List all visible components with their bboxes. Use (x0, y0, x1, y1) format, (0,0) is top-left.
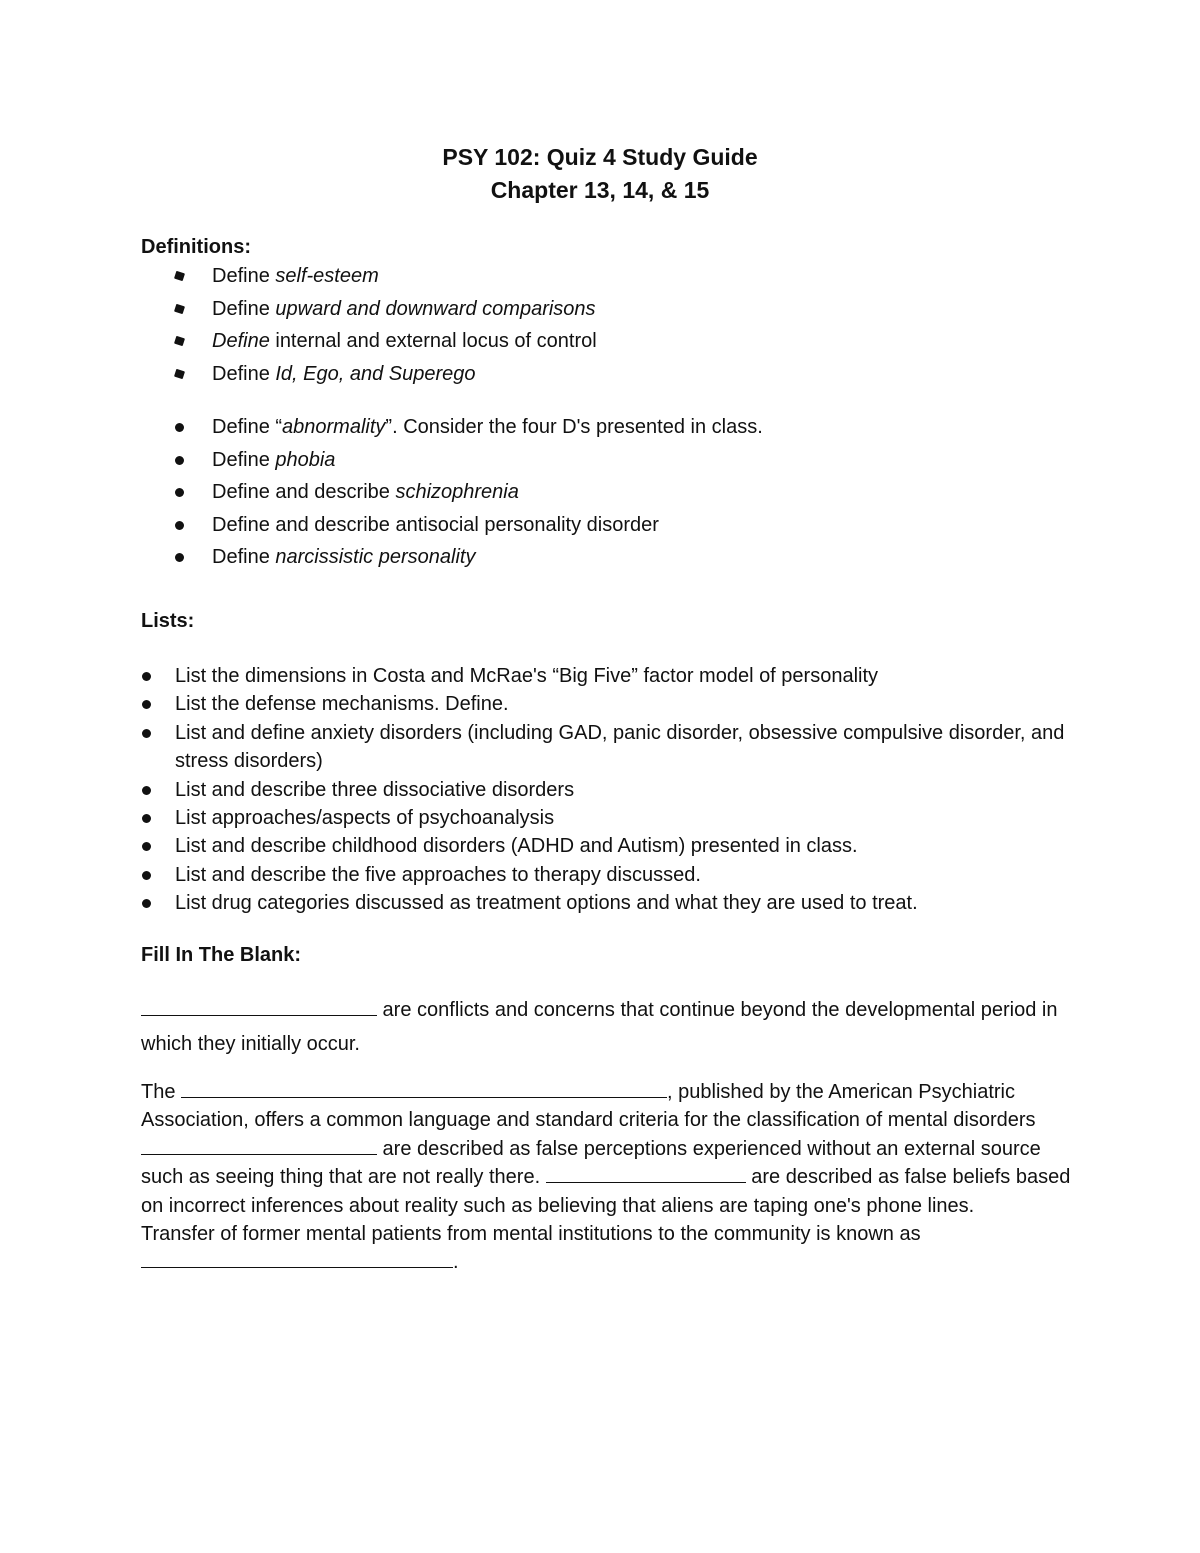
bullet-icon (175, 521, 184, 530)
definitions-list-1 (175, 260, 1075, 390)
list-item: Define internal and external locus of control (175, 325, 1075, 358)
list-item: Define self-esteem (175, 260, 1075, 293)
list-item: Define upward and downward comparisons (175, 293, 1075, 326)
bullet-icon (142, 814, 151, 823)
answer-blank (546, 1164, 746, 1183)
list-item: Define phobia (175, 444, 1075, 477)
list-item: List the dimensions in Costa and McRae's “Big Five” factor model of personality (141, 662, 1071, 690)
list-item: List and describe childhood disorders (ADHD and Autism) presented in class. (141, 832, 1071, 860)
page-subtitle: Chapter 13, 14, & 15 (490, 177, 710, 203)
answer-blank (181, 1079, 667, 1098)
bullet-icon (142, 700, 151, 709)
answer-blank (141, 1249, 453, 1268)
bullet-icon (175, 553, 184, 562)
list-item: Define Id, Ego, and Superego (175, 358, 1075, 391)
list-item: List and define anxiety disorders (including GAD, panic disorder, obsessive compulsive disorder, and stress disorders) (141, 719, 1071, 776)
bullet-icon (142, 786, 151, 795)
bullet-icon (142, 899, 151, 908)
list-item: Define narcissistic personality (175, 541, 1075, 574)
list-item: List approaches/aspects of psychoanalysis (141, 804, 1071, 832)
lists-heading: Lists: (141, 610, 195, 632)
bullet-icon (175, 423, 184, 432)
bullet-icon (142, 729, 151, 738)
definitions-heading: Definitions: (141, 236, 251, 258)
list-item: List the defense mechanisms. Define. (141, 690, 1071, 718)
fill-in-question-2-5: The , published by the American Psychiatric Association, offers a common language and standard criteria for the classification of mental disorders are described as false perceptions experienced without an external source such as seeing thing that are not really there. are described as false beliefs based on incorrect inferences about reality such as believing that aliens are taping one's phone lines. Transfer of former mental patients from mental institutions to the community is known as . (141, 1081, 1071, 1274)
definitions-list-2 (175, 411, 1075, 574)
list-item: List and describe the five approaches to therapy discussed. (141, 861, 1071, 889)
answer-blank (141, 997, 377, 1016)
bullet-icon (142, 842, 151, 851)
list-item: Define “abnormality”. Consider the four D's presented in class. (175, 411, 1075, 444)
bullet-icon (175, 488, 184, 497)
list-item: Define and describe antisocial personality disorder (175, 509, 1075, 542)
fill-in-heading: Fill In The Blank: (141, 944, 302, 966)
bullet-icon (142, 672, 151, 681)
page-title: PSY 102: Quiz 4 Study Guide (442, 144, 758, 170)
answer-blank (141, 1136, 377, 1155)
bullet-icon (174, 271, 185, 281)
bullet-icon (175, 456, 184, 465)
bullet-icon (174, 336, 185, 346)
bullet-icon (174, 368, 185, 378)
list-item: List drug categories discussed as treatment options and what they are used to treat. (141, 889, 1071, 917)
lists-list (141, 662, 1071, 918)
bullet-icon (142, 871, 151, 880)
bullet-icon (174, 303, 185, 313)
title-block (0, 141, 1200, 207)
list-item: List and describe three dissociative disorders (141, 776, 1071, 804)
fill-in-question-1: are conflicts and concerns that continue beyond the developmental period in which they initially occur. (141, 999, 1058, 1055)
list-item: Define and describe schizophrenia (175, 476, 1075, 509)
